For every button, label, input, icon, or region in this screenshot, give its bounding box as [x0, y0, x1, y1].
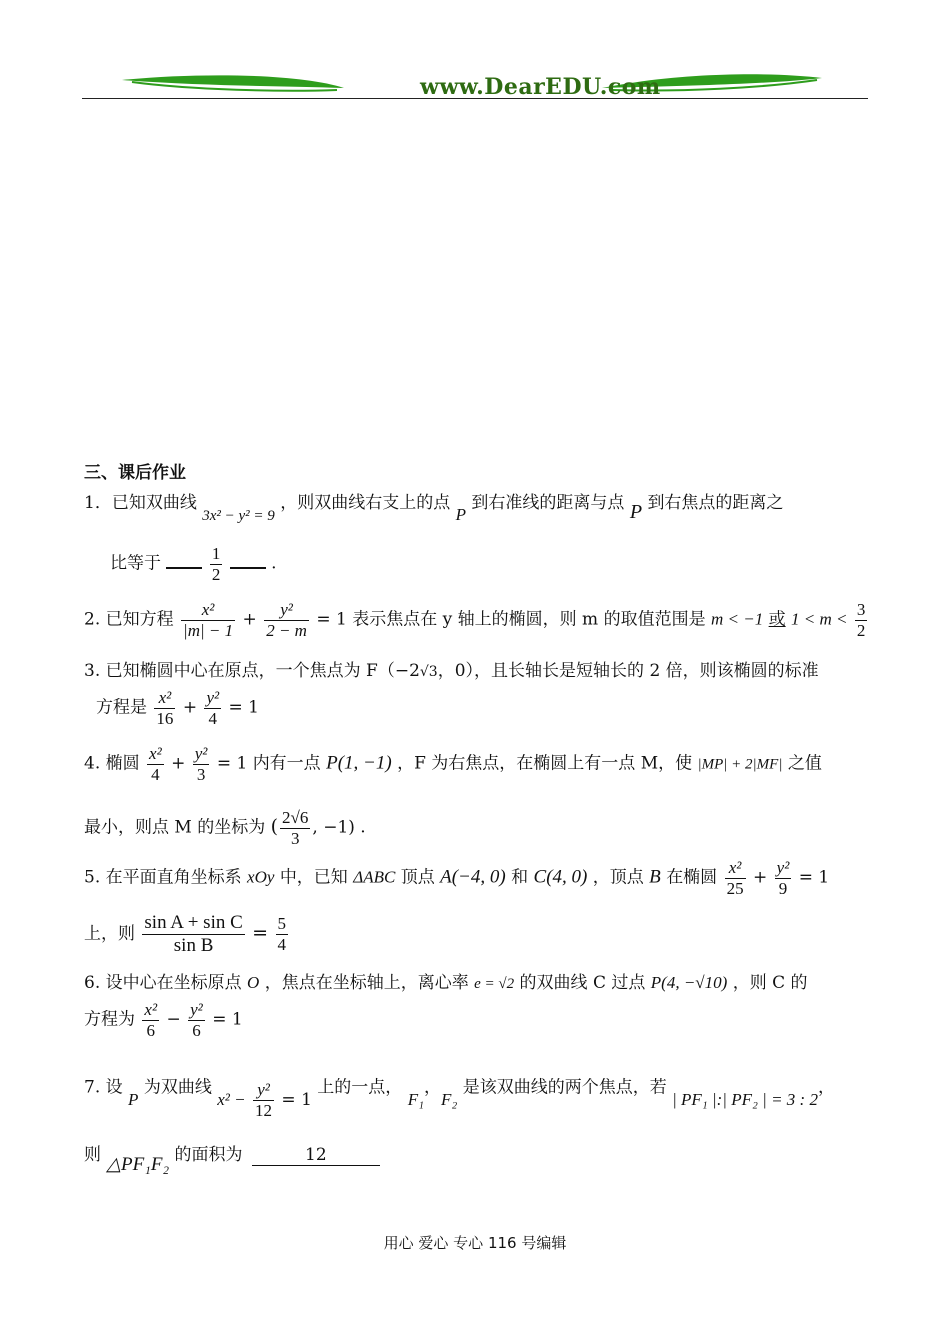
numerator: 5 — [277, 914, 286, 934]
text: 方程是 — [96, 697, 147, 718]
text: ， — [424, 1077, 441, 1098]
focus-1: F₁ — [407, 1089, 424, 1109]
triangle: △PF₁F₂ — [106, 1154, 170, 1175]
denominator: 4 — [151, 764, 160, 784]
text: 上，则 — [84, 923, 135, 944]
denominator: 25 — [726, 878, 744, 898]
eccentricity: e = √2 — [474, 976, 515, 992]
equation-rhs: = 1 — [281, 1089, 312, 1110]
answer-connector: 或 — [768, 609, 786, 630]
answer-fraction — [855, 600, 868, 640]
triangle: ΔABC — [353, 867, 396, 887]
text: ，F 为右焦点，在椭圆上有一点 M，使 — [397, 753, 693, 774]
answer-blank — [230, 553, 266, 569]
answer: 12 — [305, 1145, 327, 1165]
problem-7-line-1 — [84, 1068, 835, 1120]
fraction — [154, 688, 175, 728]
equation-rhs: = 1 — [316, 609, 347, 630]
text: 到右焦点的距离之 — [647, 493, 784, 513]
equation: 3x² − y² = 9 — [202, 508, 275, 524]
equation-rhs: = 1 — [228, 697, 259, 718]
point-label: P — [629, 501, 643, 523]
denominator: sin B — [173, 934, 214, 956]
text: 内有一点 — [252, 753, 321, 774]
equation: x² − — [217, 1089, 246, 1109]
text: ，顶点 — [592, 867, 644, 888]
answer-blank — [166, 553, 202, 569]
fraction — [142, 912, 244, 957]
site-logo-text[interactable]: www.DearEDU.com — [420, 74, 661, 100]
denominator: 6 — [192, 1020, 201, 1040]
problem-6-line-2 — [84, 1000, 243, 1040]
fraction — [204, 688, 221, 728]
text: ，则 C 的 — [732, 973, 808, 993]
expression: |MP| + 2|MF| — [697, 756, 783, 773]
text: ，焦点在坐标轴上，离心率 — [264, 973, 469, 993]
text: 2. 已知方程 — [84, 609, 174, 630]
denominator: 4 — [208, 708, 218, 728]
text: 6. 设中心在坐标原点 — [84, 973, 242, 993]
fraction — [142, 1000, 159, 1040]
denominator: 2 — [211, 564, 221, 584]
text: 是该双曲线的两个焦点，若 — [462, 1077, 667, 1098]
equation-rhs: = 1 — [212, 1009, 243, 1030]
numerator: y² — [253, 1080, 274, 1101]
numerator: x² — [725, 858, 746, 879]
text: . — [360, 817, 366, 838]
numerator: x² — [149, 744, 162, 763]
problem-3-line-1 — [84, 656, 819, 681]
denominator: |m| − 1 — [183, 620, 234, 640]
numerator: sin A + sin C — [144, 912, 243, 933]
point-label: P — [128, 1089, 139, 1109]
problem-4-line-2 — [84, 808, 366, 848]
denominator: 4 — [277, 934, 286, 954]
header-rule — [82, 98, 868, 99]
numerator: x² — [144, 1000, 158, 1019]
text: 和 — [511, 867, 529, 888]
denominator: 3 — [196, 764, 206, 784]
text: 1．已知双曲线 — [84, 493, 197, 513]
problem-3-line-2 — [96, 688, 259, 728]
fraction — [725, 858, 746, 898]
focus-2: F₂ — [441, 1089, 458, 1109]
denominator: 12 — [255, 1100, 273, 1120]
numerator: x² — [154, 688, 175, 709]
numerator: 3 — [856, 600, 866, 619]
denominator: 9 — [778, 878, 788, 898]
answer-fraction — [210, 544, 223, 584]
fraction — [193, 744, 210, 784]
denominator: 2 — [856, 620, 866, 640]
coordinate-system: xOy — [247, 867, 275, 887]
equation-rhs: = 1 — [216, 753, 248, 774]
text: 方程为 — [84, 1009, 135, 1030]
operator: + — [242, 609, 257, 630]
point: P(1, −1) — [326, 752, 392, 774]
answer-fraction — [280, 808, 310, 848]
numerator: 1 — [211, 544, 221, 563]
answer-fraction — [276, 914, 289, 954]
text: 的双曲线 C 过点 — [519, 973, 646, 993]
denominator: 6 — [146, 1020, 155, 1040]
text: . — [271, 553, 277, 574]
fraction — [181, 600, 235, 640]
text: 中，已知 — [279, 867, 348, 888]
equation-rhs: = 1 — [798, 867, 830, 888]
point-b: B — [649, 866, 661, 888]
problem-4-line-1 — [84, 744, 822, 784]
problem-6-line-1 — [84, 968, 808, 993]
text: 之值 — [787, 753, 822, 774]
text: 3. 已知椭圆中心在原点，一个焦点为 F（−2 — [84, 661, 420, 681]
fraction — [775, 858, 792, 898]
denominator: 3 — [290, 828, 300, 848]
text: 在椭圆 — [666, 867, 718, 888]
numerator: 2√6 — [282, 808, 309, 827]
answer-tail: , −1) — [312, 817, 355, 838]
text: ，0），且长轴长是短轴长的 2 倍，则该椭圆的标准 — [437, 661, 819, 681]
section-title: 三、课后作业 — [84, 463, 186, 483]
answer: m < −1 — [710, 609, 764, 629]
text: 的面积为 — [174, 1145, 243, 1165]
text: 上的一点， — [317, 1077, 403, 1098]
fraction — [264, 600, 309, 640]
numerator: y² — [264, 600, 309, 621]
text: 表示焦点在 y 轴上的椭圆，则 m 的取值范围是 — [352, 609, 706, 630]
numerator: y² — [776, 858, 790, 877]
denominator: 16 — [156, 708, 174, 728]
problem-2 — [84, 600, 869, 640]
text: 最小，则点 M 的坐标为 — [84, 817, 266, 838]
operator: + — [171, 753, 186, 774]
text: 4. 椭圆 — [84, 753, 140, 774]
text: 比等于 — [110, 553, 161, 574]
header — [82, 62, 868, 102]
problem-5-line-1 — [84, 858, 829, 898]
operator: − — [166, 1009, 181, 1030]
numerator: y² — [194, 744, 208, 763]
problem-1-line-2 — [110, 544, 277, 584]
operator: + — [753, 867, 768, 888]
ratio: | PF₁ |:| PF₂ | = 3 : 2 — [672, 1089, 818, 1109]
problem-1-line-1 — [84, 488, 784, 524]
operator: + — [182, 697, 198, 718]
fraction — [188, 1000, 205, 1040]
problem-5-line-2 — [84, 912, 290, 957]
paren-open: ( — [270, 815, 279, 838]
text: 为双曲线 — [143, 1077, 212, 1098]
numerator: y² — [206, 688, 220, 707]
fraction — [147, 744, 164, 784]
operator: = — [252, 921, 269, 944]
text: 到右准线的距离与点 — [471, 493, 625, 513]
point-a: A(−4, 0) — [440, 866, 506, 888]
numerator: x² — [181, 600, 235, 621]
text: 则 — [84, 1145, 101, 1165]
text: ，则双曲线右支上的点 — [280, 493, 451, 513]
sqrt: √3 — [419, 664, 438, 680]
point: P(4, −√10) — [650, 973, 728, 992]
answer: 1 < m < — [791, 609, 848, 629]
text: 顶点 — [400, 867, 435, 888]
footer: 用心 爱心 专心 116 号编辑 — [383, 1234, 567, 1252]
problem-7-line-2 — [84, 1140, 380, 1175]
denominator: 2 − m — [266, 620, 307, 640]
text: 5. 在平面直角坐标系 — [84, 867, 242, 888]
fraction — [253, 1080, 274, 1120]
text: ， — [817, 1077, 835, 1098]
answer-blank — [252, 1145, 380, 1166]
point-c: C(4, 0) — [533, 866, 588, 888]
numerator: y² — [190, 1000, 203, 1019]
origin-label: O — [247, 973, 260, 992]
point-label: P — [455, 505, 466, 524]
text: 7. 设 — [84, 1077, 123, 1098]
